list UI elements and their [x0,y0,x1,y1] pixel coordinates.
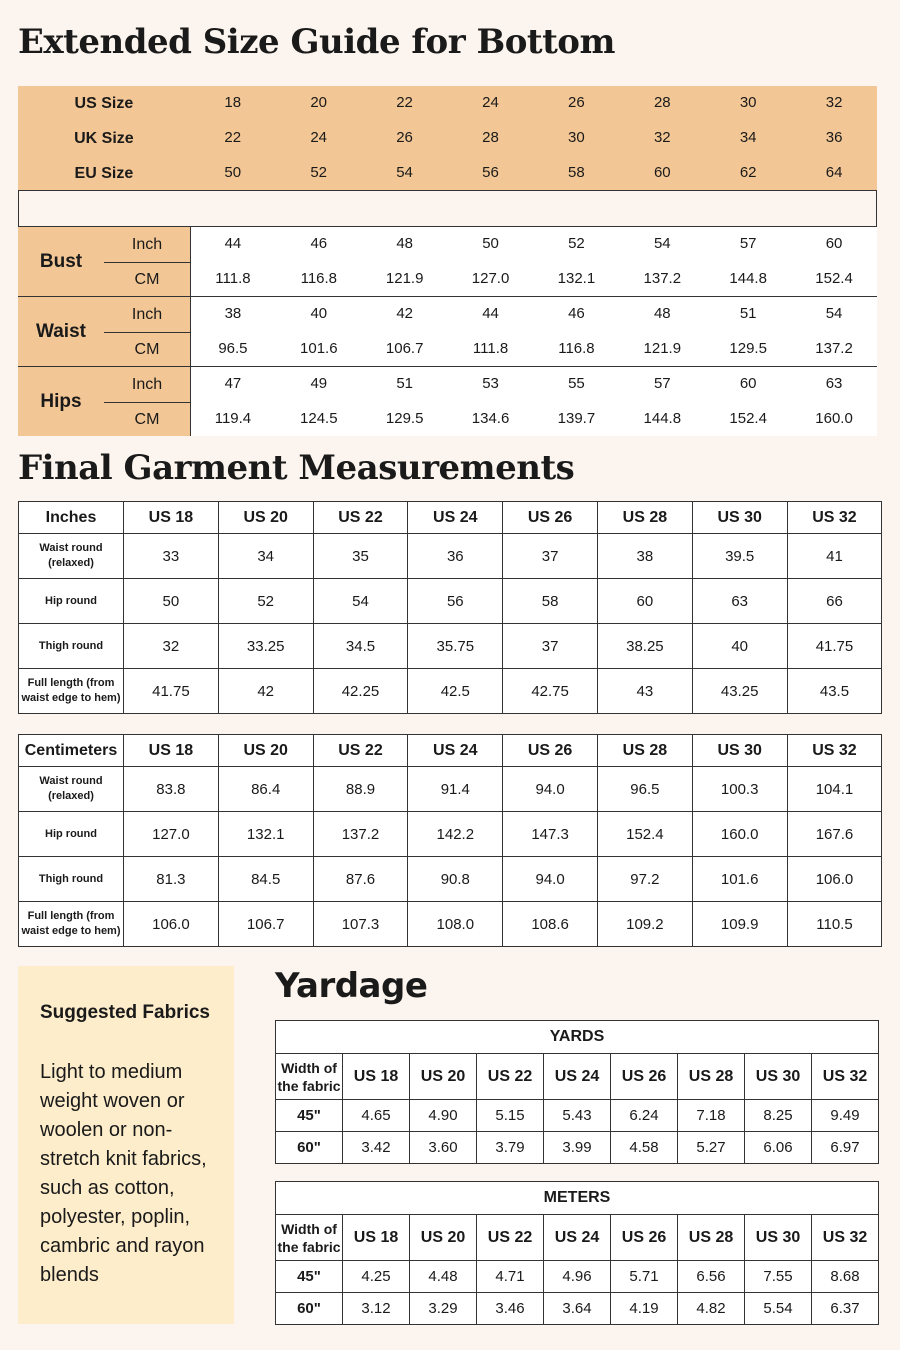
size-column-header: US 32 [787,502,882,534]
table-row [276,1293,879,1325]
size-value: 34 [739,129,757,146]
table-cell: 6.24 [611,1100,678,1132]
measure-value: 124.5 [300,410,338,427]
size-value: 36 [825,129,843,146]
table-cell: 42.25 [313,669,408,714]
table-cell: 90.8 [408,857,503,902]
row-label: Hip round [19,579,124,624]
size-column-header: US 26 [503,502,598,534]
table-cell: 34.5 [313,624,408,669]
size-value: 26 [396,129,413,146]
table-cell: 4.71 [477,1261,544,1293]
row-label: 45" [276,1261,343,1293]
size-column-header: US 20 [410,1215,477,1261]
table-cell: 87.6 [313,857,408,902]
row-label: Hip round [19,812,124,857]
row-label: Thigh round [19,624,124,669]
table-caption-row [276,1021,879,1054]
table-cell: 81.3 [124,857,219,902]
yardage-meters-table [275,1181,879,1325]
size-column-header: US 18 [124,735,219,767]
size-column-header: US 22 [313,735,408,767]
size-value: 60 [653,164,671,181]
table-cell: 91.4 [408,767,503,812]
table-cell: 41 [787,534,882,579]
size-column-header: US 20 [410,1054,477,1100]
measure-value: 46 [310,235,328,252]
table-cell: 101.6 [692,857,787,902]
table-cell: 94.0 [503,767,598,812]
size-column-header: US 22 [477,1215,544,1261]
table-cell: 63 [692,579,787,624]
size-value: 64 [825,164,843,181]
table-cell: 147.3 [503,812,598,857]
measure-name: Waist [36,321,86,342]
size-column-header: US 30 [692,502,787,534]
measure-value: 60 [825,235,843,252]
measure-value: 53 [482,375,499,392]
table-cell: 167.6 [787,812,882,857]
row-label: Full length (from waist edge to hem) [19,902,124,947]
measure-value: 152.4 [815,270,853,287]
measure-value: 137.2 [643,270,682,287]
table-cell: 6.56 [678,1261,745,1293]
table-cell: 97.2 [597,857,692,902]
table-cell: 137.2 [313,812,408,857]
table-cell: 108.0 [408,902,503,947]
table-cell: 3.29 [410,1293,477,1325]
table-cell: 50 [124,579,219,624]
table-cell: 7.18 [678,1100,745,1132]
measure-value: 96.5 [218,340,248,357]
table-header-row [19,735,882,767]
table-cell: 9.49 [812,1100,879,1132]
table-cell: 3.60 [410,1132,477,1164]
measure-value: 121.9 [385,270,424,287]
table-cell: 94.0 [503,857,598,902]
table-cell: 109.2 [597,902,692,947]
table-cell: 3.42 [343,1132,410,1164]
size-value: 32 [825,94,843,111]
size-column-header: US 26 [611,1215,678,1261]
size-column-header: US 20 [218,502,313,534]
table-cell: 40 [692,624,787,669]
measure-value: 116.8 [558,340,595,357]
table-cell: 38 [597,534,692,579]
table-row [276,1132,879,1164]
table-cell: 6.06 [745,1132,812,1164]
table-row [276,1261,879,1293]
table-caption: YARDS [276,1021,879,1054]
measure-value: 152.4 [729,410,767,427]
measure-value: 111.8 [215,270,251,287]
size-column-header: US 24 [408,735,503,767]
measure-value: 48 [653,305,671,322]
size-value: 32 [653,129,671,146]
measure-value: 144.8 [729,270,767,287]
size-column-header: US 26 [503,735,598,767]
unit-label: Inch [131,376,163,393]
measure-value: 54 [825,305,843,322]
table-cell: 34 [218,534,313,579]
measure-value: 106.7 [385,340,424,357]
measure-cm-row [190,262,877,297]
unit-label: CM [134,341,160,358]
measure-value: 48 [396,235,414,252]
measure-value: 50 [482,235,499,252]
table-row [19,624,882,669]
measure-value: 40 [310,305,328,322]
table-cell: 4.25 [343,1261,410,1293]
table-cell: 8.25 [745,1100,812,1132]
garment-cm-table [18,734,882,947]
size-column-header: US 22 [477,1054,544,1100]
table-cell: 106.7 [218,902,313,947]
measure-value: 46 [568,305,585,322]
size-value: 28 [653,94,671,111]
size-column-header: US 22 [313,502,408,534]
size-value: 22 [396,94,413,111]
size-row [18,121,877,156]
table-cell: 8.68 [812,1261,879,1293]
table-cell: 60 [597,579,692,624]
table-cell: 3.99 [544,1132,611,1164]
table-cell: 4.90 [410,1100,477,1132]
size-column-header: US 30 [692,735,787,767]
table-cell: 83.8 [124,767,219,812]
table-cell: 4.19 [611,1293,678,1325]
table-cell: 106.0 [787,857,882,902]
row-label: Thigh round [19,857,124,902]
table-cell: 35.75 [408,624,503,669]
table-cell: 43 [597,669,692,714]
table-cell: 41.75 [124,669,219,714]
table-cell: 42.75 [503,669,598,714]
table-cell: 38.25 [597,624,692,669]
row-label: Waist round (relaxed) [19,767,124,812]
table-cell: 109.9 [692,902,787,947]
table-row [19,669,882,714]
measure-value: 132.1 [557,270,596,287]
table-cell: 142.2 [408,812,503,857]
table-cell: 84.5 [218,857,313,902]
measure-value: 49 [310,375,328,392]
measure-inch-row [190,297,877,332]
size-value: 22 [224,129,242,146]
table-cell: 37 [503,624,598,669]
size-value: 56 [482,164,499,181]
measure-name: Bust [39,251,83,272]
table-cell: 127.0 [124,812,219,857]
table-row [19,857,882,902]
table-cell: 43.25 [692,669,787,714]
row-label: 60" [276,1132,343,1164]
table-cell: 5.43 [544,1100,611,1132]
table-cell: 66 [787,579,882,624]
table-header-row [276,1215,879,1261]
size-column-header: US 32 [812,1054,879,1100]
measure-value: 160.0 [815,410,853,427]
size-column-header: US 28 [678,1215,745,1261]
size-column-header: US 32 [812,1215,879,1261]
table-cell: 108.6 [503,902,598,947]
size-spacer-row [18,190,877,227]
size-value: 30 [739,94,757,111]
unit-label: CM [134,271,160,288]
table-cell: 86.4 [218,767,313,812]
fabrics-heading: Suggested Fabrics [40,1002,210,1023]
table-cell: 104.1 [787,767,882,812]
table-corner-label: Inches [19,502,124,534]
table-cell: 160.0 [692,812,787,857]
table-cell: 106.0 [124,902,219,947]
table-corner-label: Width of the fabric [276,1215,343,1261]
table-cell: 37 [503,534,598,579]
table-cell: 54 [313,579,408,624]
row-label: 45" [276,1100,343,1132]
table-cell: 107.3 [313,902,408,947]
size-column-header: US 32 [787,735,882,767]
table-cell: 4.58 [611,1132,678,1164]
size-value: 24 [310,129,327,146]
measure-name: Hips [40,391,82,412]
measure-value: 127.0 [471,270,510,287]
measure-inch-row [190,367,877,402]
measure-cm-row [190,332,877,367]
table-corner-label: Width of the fabric [276,1054,343,1100]
table-cell: 42.5 [408,669,503,714]
measure-value: 119.4 [214,410,252,427]
yardage-yards-table [275,1020,879,1164]
table-cell: 41.75 [787,624,882,669]
size-value: 26 [568,94,585,111]
table-cell: 88.9 [313,767,408,812]
measure-value: 54 [653,235,671,252]
table-cell: 35 [313,534,408,579]
size-column-header: US 20 [218,735,313,767]
size-value: 50 [224,164,242,181]
size-column-header: US 24 [408,502,503,534]
fabrics-description: Light to medium weight woven or woolen or non-stretch knit fabrics, such as cotton, polyester, poplin, cambric and rayon blends [40,1061,207,1286]
measure-value: 116.8 [300,270,338,287]
table-cell: 5.27 [678,1132,745,1164]
table-cell: 39.5 [692,534,787,579]
measure-value: 52 [568,235,585,252]
table-row [19,534,882,579]
table-cell: 5.71 [611,1261,678,1293]
measure-value: 134.6 [471,410,510,427]
table-cell: 3.46 [477,1293,544,1325]
section-title-garment: Final Garment Measurements [18,448,575,488]
measure-value: 121.9 [643,340,682,357]
size-value: 54 [396,164,413,181]
table-cell: 4.48 [410,1261,477,1293]
table-cell: 3.64 [544,1293,611,1325]
table-cell: 5.54 [745,1293,812,1325]
table-cell: 33.25 [218,624,313,669]
size-row-label: EU Size [74,165,134,182]
table-cell: 32 [124,624,219,669]
unit-label: CM [134,411,160,428]
row-label: 60" [276,1293,343,1325]
measure-value: 47 [224,375,242,392]
size-value: 62 [739,164,757,181]
size-guide-table [18,86,877,436]
size-value: 30 [568,129,585,146]
size-column-header: US 28 [597,735,692,767]
size-column-header: US 24 [544,1054,611,1100]
measure-value: 144.8 [643,410,682,427]
table-cell: 100.3 [692,767,787,812]
table-cell: 7.55 [745,1261,812,1293]
table-cell: 96.5 [597,767,692,812]
size-row-label: US Size [74,95,134,112]
measure-value: 55 [568,375,585,392]
page-title: Extended Size Guide for Bottom [18,22,615,62]
table-cell: 52 [218,579,313,624]
measure-value: 137.2 [815,340,853,357]
measure-value: 44 [482,305,499,322]
measure-value: 129.5 [729,340,767,357]
table-cell: 42 [218,669,313,714]
size-value: 58 [568,164,585,181]
measure-value: 60 [739,375,757,392]
table-cell: 6.97 [812,1132,879,1164]
table-row [19,767,882,812]
size-row [18,156,877,191]
size-column-header: US 18 [124,502,219,534]
size-column-header: US 18 [343,1215,410,1261]
table-caption-row [276,1182,879,1215]
size-column-header: US 30 [745,1215,812,1261]
table-cell: 3.79 [477,1132,544,1164]
measure-value: 51 [396,375,414,392]
table-row [19,812,882,857]
measure-value: 42 [396,305,414,322]
table-header-row [19,502,882,534]
size-row [18,86,877,121]
table-cell: 4.96 [544,1261,611,1293]
measure-value: 44 [224,235,242,252]
measure-value: 139.7 [557,410,596,427]
table-cell: 3.12 [343,1293,410,1325]
size-value: 20 [310,94,327,111]
table-header-row [276,1054,879,1100]
table-cell: 58 [503,579,598,624]
table-row [19,902,882,947]
row-label: Full length (from waist edge to hem) [19,669,124,714]
table-cell: 6.37 [812,1293,879,1325]
table-cell: 110.5 [787,902,882,947]
size-column-header: US 24 [544,1215,611,1261]
table-cell: 33 [124,534,219,579]
size-column-header: US 26 [611,1054,678,1100]
size-column-header: US 28 [597,502,692,534]
measure-value: 38 [224,305,242,322]
size-value: 18 [224,94,242,111]
size-value: 24 [482,94,499,111]
table-cell: 5.15 [477,1100,544,1132]
size-value: 52 [310,164,327,181]
measure-value: 57 [739,235,757,252]
table-cell: 56 [408,579,503,624]
suggested-fabrics-box [18,966,234,1324]
table-cell: 4.65 [343,1100,410,1132]
size-column-header: US 18 [343,1054,410,1100]
measure-value: 111.8 [472,340,509,357]
table-cell: 43.5 [787,669,882,714]
table-row [276,1100,879,1132]
measure-value: 129.5 [385,410,424,427]
row-label: Waist round (relaxed) [19,534,124,579]
table-corner-label: Centimeters [19,735,124,767]
table-cell: 36 [408,534,503,579]
section-title-yardage: Yardage [275,966,428,1006]
measure-cm-row [190,402,877,437]
unit-label: Inch [131,236,163,253]
measure-value: 101.6 [300,340,338,357]
size-value: 28 [482,129,499,146]
table-cell: 152.4 [597,812,692,857]
table-cell: 4.82 [678,1293,745,1325]
size-row-label: UK Size [74,130,134,147]
measure-inch-row [190,227,877,262]
table-caption: METERS [276,1182,879,1215]
measure-value: 63 [825,375,843,392]
garment-inches-table [18,501,882,714]
measure-value: 51 [739,305,757,322]
size-column-header: US 28 [678,1054,745,1100]
measure-value: 57 [653,375,671,392]
table-row [19,579,882,624]
table-cell: 132.1 [218,812,313,857]
unit-label: Inch [131,306,163,323]
size-column-header: US 30 [745,1054,812,1100]
